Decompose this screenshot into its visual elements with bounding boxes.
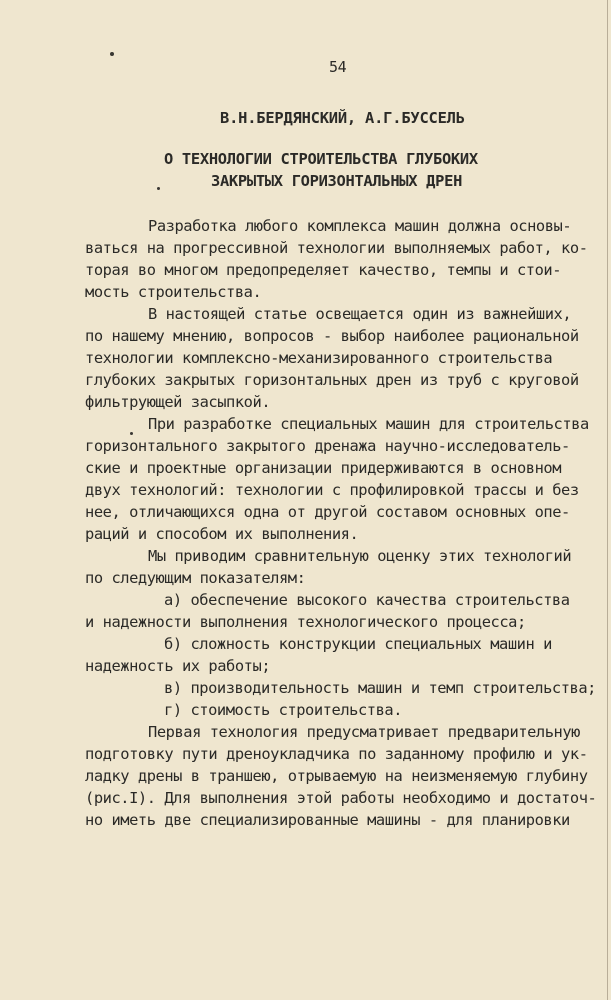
list-item-c: в) производительность машин и темп строительства; xyxy=(164,679,596,697)
body-line: торая во многом предопределяет качество, темпы и стои- xyxy=(85,261,562,279)
body-line: и надежности выполнения технологического процесса; xyxy=(85,613,526,631)
body-line: При разработке специальных машин для строительства xyxy=(148,415,589,433)
body-line: (рис.I). Для выполнения этой работы необходимо и достаточ- xyxy=(85,789,597,807)
body-line: по нашему мнению, вопросов - выбор наиболее рациональной xyxy=(85,327,579,345)
list-item-a: а) обеспечение высокого качества строительства xyxy=(164,591,570,609)
body-line: Мы приводим сравнительную оценку этих технологий xyxy=(148,547,572,565)
body-line: Первая технология предусматривает предварительную xyxy=(148,723,580,741)
body-line: ские и проектные организации придерживаются в основном xyxy=(85,459,562,477)
body-line: надежность их работы; xyxy=(85,657,271,675)
ink-speck xyxy=(157,187,160,190)
ink-speck xyxy=(110,52,114,56)
body-line: двух технологий: технологии с профилировкой трассы и без xyxy=(85,481,579,499)
ink-speck xyxy=(130,432,133,435)
body-line: Разработка любого комплекса машин должна основы- xyxy=(148,217,572,235)
body-line: ваться на прогрессивной технологии выполняемых работ, ко- xyxy=(85,239,588,257)
body-line: раций и способом их выполнения. xyxy=(85,525,359,543)
list-item-b: б) сложность конструкции специальных машин и xyxy=(164,635,552,653)
body-line: технологии комплексно-механизированного строительства xyxy=(85,349,553,367)
article-title-line-1: О ТЕХНОЛОГИИ СТРОИТЕЛЬСТВА ГЛУБОКИХ xyxy=(164,150,478,168)
body-line: нее, отличающихся одна от другой составом основных опе- xyxy=(85,503,570,521)
body-line: В настоящей статье освещается один из важнейших, xyxy=(148,305,572,323)
body-line: мость строительства. xyxy=(85,283,262,301)
page-number: 54 xyxy=(329,58,347,76)
list-item-d: г) стоимость строительства. xyxy=(164,701,403,719)
body-line: глубоких закрытых горизонтальных дрен из труб с круговой xyxy=(85,371,579,389)
authors: В.Н.БЕРДЯНСКИЙ, А.Г.БУССЕЛЬ xyxy=(220,109,465,127)
body-line: но иметь две специализированные машины - для планировки xyxy=(85,811,570,829)
article-title-line-2: ЗАКРЫТЫХ ГОРИЗОНТАЛЬНЫХ ДРЕН xyxy=(211,172,463,190)
body-line: по следующим показателям: xyxy=(85,569,306,587)
body-line: горизонтального закрытого дренажа научно-исследователь- xyxy=(85,437,570,455)
body-line: ладку дрены в траншею, отрываемую на неизменяемую глубину xyxy=(85,767,588,785)
body-line: подготовку пути дреноукладчика по заданному профилю и ук- xyxy=(85,745,588,763)
paper-edge-line xyxy=(607,0,608,1000)
body-line: фильтрующей засыпкой. xyxy=(85,393,271,411)
